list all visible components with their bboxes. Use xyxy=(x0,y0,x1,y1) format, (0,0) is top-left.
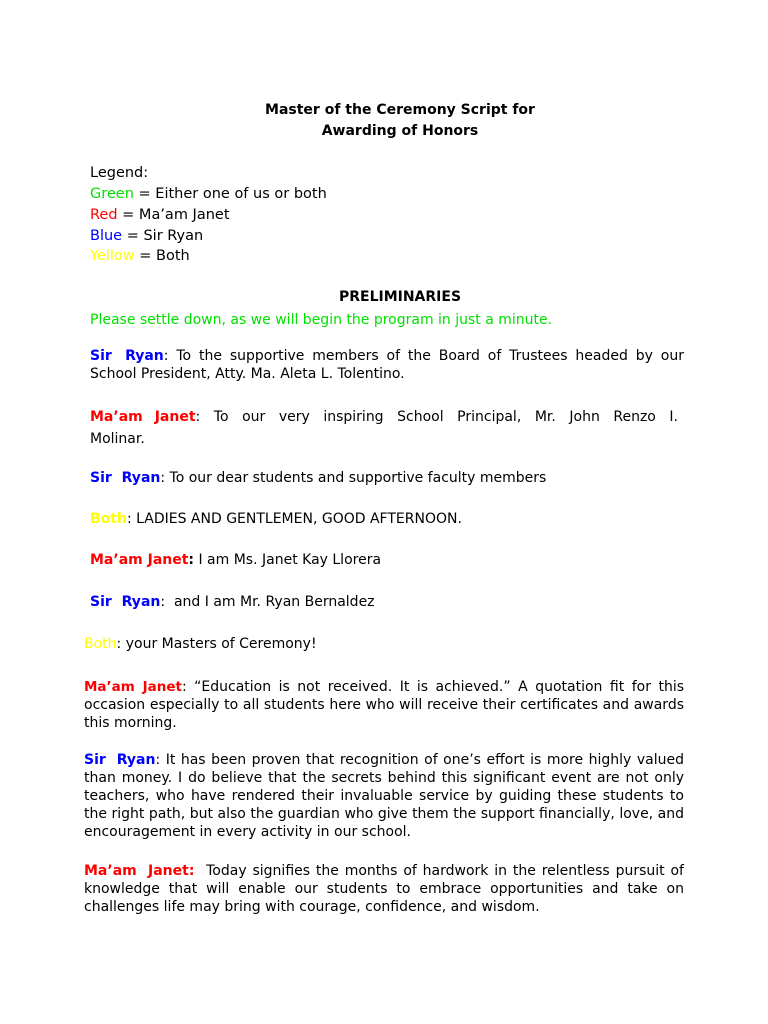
section-heading: PRELIMINARIES xyxy=(338,289,462,305)
legend-desc-blue: = Sir Ryan xyxy=(122,228,204,244)
speaker-maam-janet: Ma’am Janet xyxy=(84,679,182,695)
line-text: : It has been proven that recognition of one’s effort is more highly valued than money. I do believe that the secrets behind this significant event are not only teachers, who have rendered their invaluable service by guiding these students to the right path, but also the guardian who give them the support financially, love, and encouragement in every activity in our school. xyxy=(84,752,684,840)
speaker-both: Both xyxy=(90,511,127,527)
script-line-sir-ryan-intro xyxy=(90,594,375,610)
title-line-2: Awarding of Honors xyxy=(321,123,479,139)
speaker-sir-ryan: Sir Ryan xyxy=(90,348,164,364)
line-text: : and I am Mr. Ryan Bernaldez xyxy=(160,594,375,610)
line-text: I am Ms. Janet Kay Llorera xyxy=(194,552,382,568)
speaker-maam-janet: Ma’am Janet xyxy=(90,552,189,568)
legend-item-green xyxy=(90,186,327,202)
legend-heading: Legend: xyxy=(90,165,149,181)
script-line-sir-ryan-trustees xyxy=(90,347,684,383)
line-text: : To our very inspiring School Principal, Mr. John Renzo I. Molinar. xyxy=(90,409,679,447)
script-line-both-masters xyxy=(84,636,317,652)
speaker-sir-ryan: Sir Ryan xyxy=(84,752,156,768)
script-line-both-greeting xyxy=(90,511,462,527)
script-line-sir-ryan-recognition xyxy=(84,751,684,841)
legend-key-yellow: Yellow xyxy=(90,248,135,264)
speaker-maam-janet: Ma’am Janet: xyxy=(84,863,195,879)
line-text: : “Education is not received. It is achieved.” A quotation fit for this occasion especially to all students here who will receive their certificates and awards this morning. xyxy=(84,679,685,731)
script-line-maam-janet-quotation xyxy=(84,678,684,732)
legend-desc-green: = Either one of us or both xyxy=(133,186,327,202)
legend-key-green: Green xyxy=(90,186,134,202)
legend-key-blue: Blue xyxy=(90,228,123,244)
script-line-maam-janet-intro xyxy=(90,552,381,568)
script-line-maam-janet-principal xyxy=(90,406,678,450)
line-text: : To our dear students and supportive faculty members xyxy=(160,470,547,486)
legend-item-red xyxy=(90,207,230,223)
speaker-sir-ryan: Sir Ryan xyxy=(90,594,161,610)
line-text: Today signifies the months of hardwork in the relentless pursuit of knowledge that will enable our students to embrace opportunities and take on challenges life may bring with courage, confidence, and wisdom. xyxy=(84,863,689,915)
legend-item-blue xyxy=(90,228,203,244)
legend-key-red: Red xyxy=(90,207,118,223)
legend-desc-red: = Ma’am Janet xyxy=(117,207,230,223)
speaker-both: Both xyxy=(84,636,117,652)
script-line-sir-ryan-students xyxy=(90,470,546,486)
title-line-1: Master of the Ceremony Script for xyxy=(265,102,535,118)
legend-desc-yellow: = Both xyxy=(134,248,190,264)
script-line-maam-janet-today xyxy=(84,862,689,916)
speaker-maam-janet: Ma’am Janet xyxy=(90,409,196,425)
line-text: : To the supportive members of the Board of Trustees headed by our School President, Atty. Ma. Aleta L. Tolentino. xyxy=(90,348,684,382)
speaker-sir-ryan: Sir Ryan xyxy=(90,470,161,486)
settle-instruction: Please settle down, as we will begin the program in just a minute. xyxy=(90,312,553,328)
line-text: : your Masters of Ceremony! xyxy=(116,636,317,652)
legend-item-yellow xyxy=(90,248,190,264)
line-text: : LADIES AND GENTLEMEN, GOOD AFTERNOON. xyxy=(126,511,462,527)
speaker-colon: : xyxy=(188,552,195,568)
